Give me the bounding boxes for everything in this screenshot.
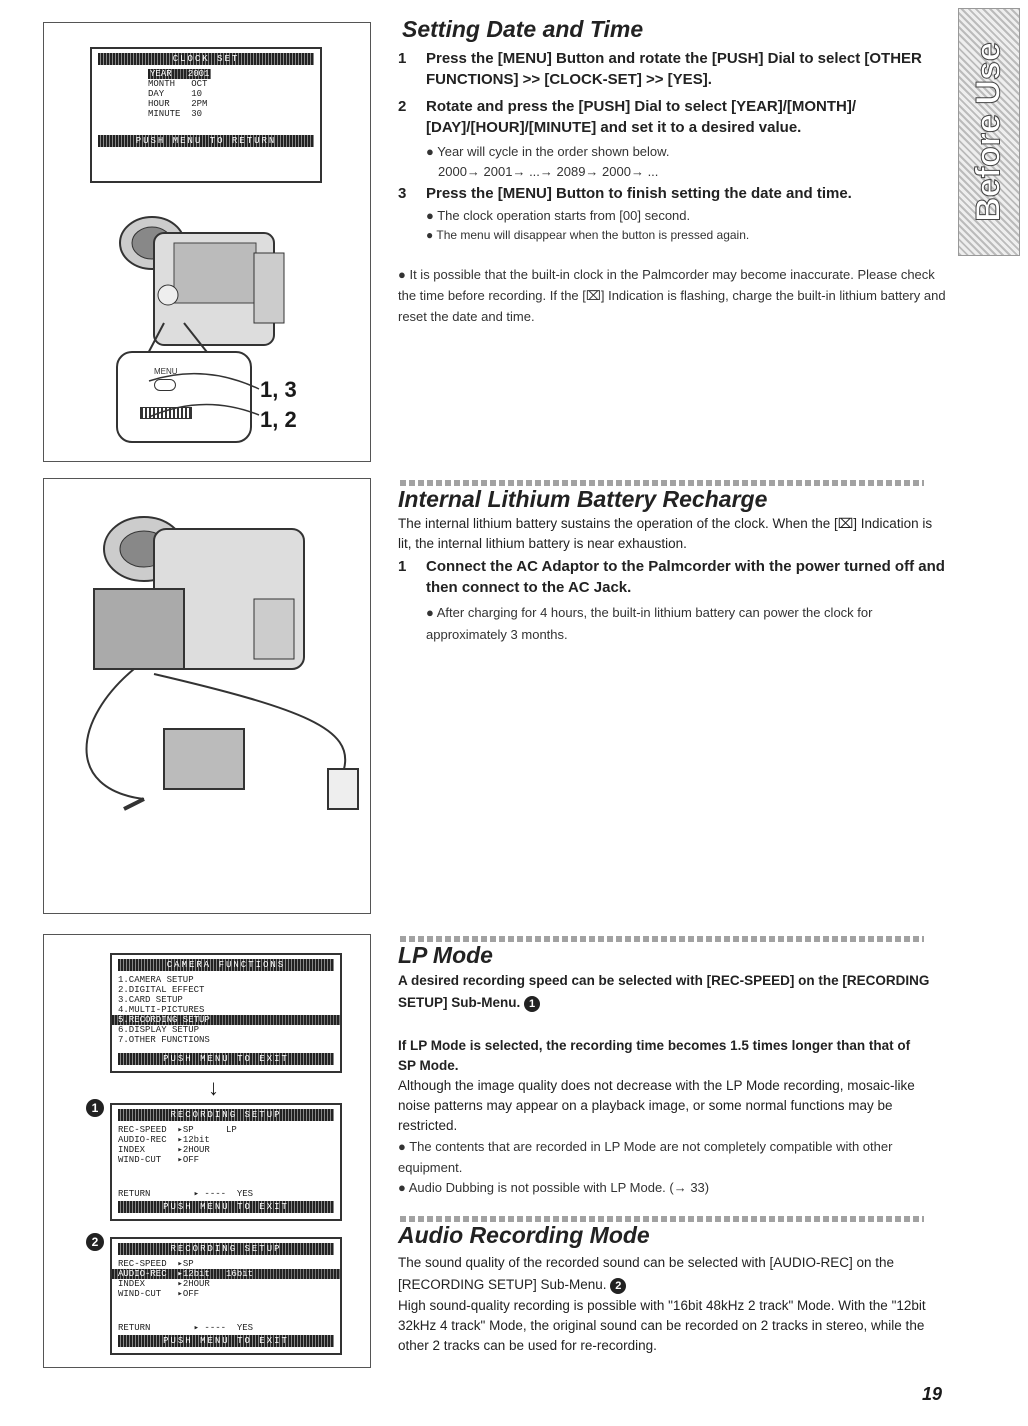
camera-menu-item: 1.CAMERA SETUP bbox=[118, 975, 194, 985]
step-number: 1 bbox=[398, 558, 407, 575]
audio-body-1 bbox=[398, 1252, 946, 1296]
camera-menu-item: 3.CARD SETUP bbox=[118, 995, 183, 1005]
rec-menu-footer: PUSH MENU TO EXIT bbox=[118, 1201, 334, 1213]
audio-text-1: The sound quality of the recorded sound can be selected with [AUDIO-REC] on the [RECORDING SETUP] Sub-Menu. bbox=[398, 1255, 895, 1292]
recording-setup-menu-1 bbox=[110, 1103, 342, 1221]
camera-functions-menu bbox=[110, 953, 342, 1073]
lp-body-text: Although the image quality does not decrease with the LP Mode recording, mosaic-like noise patterns may appear on a playback image, or some normal functions may be restricted. bbox=[398, 1078, 915, 1133]
clock-menu-line: DAY 10 bbox=[148, 89, 203, 99]
marker-2-ref-icon: 2 bbox=[610, 1278, 626, 1294]
rec-menu-footer: PUSH MENU TO EXIT bbox=[118, 1335, 334, 1347]
clock-set-menu bbox=[90, 47, 322, 183]
camera-menu-title: CAMERA FUNCTIONS bbox=[118, 959, 334, 971]
rec-menu-item: INDEX ▸2HOUR bbox=[118, 1145, 210, 1155]
rec-menu-item: WIND-CUT ▸OFF bbox=[118, 1289, 200, 1299]
audio-body-2: High sound-quality recording is possible with "16bit 48kHz 2 track" Mode. With the "12bit 32kHz 4 track" Mode, the original sound can be recorded on 2 tracks in stereo, while the other 2 tracks can be used for re-recording. bbox=[398, 1298, 926, 1353]
callout-1-3: 1, 3 bbox=[260, 377, 297, 402]
lp-intro-text bbox=[398, 970, 946, 1014]
bullet-text: The contents that are recorded in LP Mode are not completely compatible with other equipment. bbox=[398, 1139, 893, 1175]
clock-accuracy-note: ● It is possible that the built-in clock in the Palmcorder may become inaccurate. Please check the time before recording. If the [⌧] Indication is flashing, charge the built-in lithium battery and reset the date and time. bbox=[398, 267, 946, 324]
lp-bullet-2: ● Audio Dubbing is not possible with LP Mode. (→ 33) bbox=[398, 1180, 710, 1195]
clock-menu-line: YEAR 2001 bbox=[150, 69, 210, 79]
rec-menu-title: RECORDING SETUP bbox=[118, 1243, 334, 1255]
rec-menu-item: REC-SPEED ▸SP bbox=[118, 1259, 194, 1269]
date-bullet-1: ● Year will cycle in the order shown below. bbox=[426, 144, 670, 159]
date-bullet-3: ● The menu will disappear when the button is pressed again. bbox=[426, 228, 750, 242]
step-text: Press the [MENU] Button to finish setting the date and time. bbox=[426, 185, 852, 202]
rec-menu-item-selected: REC-SPEED ▸SP LP bbox=[118, 1125, 237, 1135]
step-text: Press the [MENU] Button and rotate the [PUSH] Dial to select [OTHER FUNCTIONS] >> [CLOCK-SET] >> [YES]. bbox=[426, 50, 922, 88]
rec-menu-item-selected: AUDIO-REC ▸12bit 16bit bbox=[112, 1269, 340, 1279]
before-use-tab bbox=[958, 8, 1020, 256]
lp-bullet-1: ● The contents that are recorded in LP Mode are not completely compatible with other equipment. bbox=[398, 1139, 893, 1175]
clock-illustration-panel bbox=[43, 22, 371, 462]
before-use-tab-label: Before Use bbox=[969, 42, 1008, 222]
clock-menu-line: MONTH OCT bbox=[148, 79, 208, 89]
down-arrow-icon: ↓ bbox=[208, 1075, 219, 1100]
camera-menu-item: 2.DIGITAL EFFECT bbox=[118, 985, 205, 995]
callout-1-2: 1, 2 bbox=[260, 407, 297, 432]
bullet-text: Year will cycle in the order shown below. bbox=[437, 144, 670, 159]
bullet-text: The menu will disappear when the button is pressed again. bbox=[436, 228, 750, 242]
date-step-1 bbox=[398, 48, 950, 92]
marker-1-ref-icon: 1 bbox=[524, 996, 540, 1012]
camera-menu-item: 7.OTHER FUNCTIONS bbox=[118, 1035, 210, 1045]
recording-setup-menu-2 bbox=[110, 1237, 342, 1355]
bullet-text: Audio Dubbing is not possible with LP Mode. (→ 33) bbox=[408, 1180, 710, 1195]
note-text: It is possible that the built-in clock in the Palmcorder may become inaccurate. Please check the time before recording. If the [⌧] Indication is flashing, charge the built-in lithium battery and reset the date and time. bbox=[398, 267, 946, 324]
battery-recharge-heading: Internal Lithium Battery Recharge bbox=[398, 486, 768, 512]
battery-step-1 bbox=[398, 556, 950, 600]
battery-illustration-panel bbox=[43, 478, 371, 914]
clock-set-menu-title: CLOCK SET bbox=[98, 53, 314, 65]
lp-intro: A desired recording speed can be selected with [REC-SPEED] on the [RECORDING SETUP] Sub-Menu. bbox=[398, 973, 930, 1010]
clock-menu-line: MINUTE 30 bbox=[148, 109, 203, 119]
rec-menu-item: INDEX ▸2HOUR bbox=[118, 1279, 210, 1289]
setting-date-time-heading: Setting Date and Time bbox=[402, 16, 644, 42]
step-number: 3 bbox=[398, 185, 407, 202]
rec-menu-item: WIND-CUT ▸OFF bbox=[118, 1155, 200, 1165]
rec-menu-return: RETURN ▸ ---- YES bbox=[118, 1323, 254, 1333]
date-step-2 bbox=[398, 96, 950, 140]
lp-bold-text: If LP Mode is selected, the recording time becomes 1.5 times longer than that of SP Mode. bbox=[398, 1038, 911, 1073]
year-cycle-sequence: 2000→ 2001→ ...→ 2089→ 2000→ ... bbox=[438, 164, 659, 179]
camera-menu-item: 6.DISPLAY SETUP bbox=[118, 1025, 200, 1035]
date-step-3 bbox=[398, 183, 950, 205]
menu-button-label: MENU bbox=[154, 367, 178, 376]
callout-leader-lines bbox=[144, 363, 264, 433]
rec-menu-item: AUDIO-REC ▸12bit bbox=[118, 1135, 210, 1145]
bullet-text: The clock operation starts from [00] second. bbox=[437, 208, 691, 223]
lp-mode-heading: LP Mode bbox=[398, 942, 493, 968]
step-text: Rotate and press the [PUSH] Dial to select [YEAR]/[MONTH]/ [DAY]/[HOUR]/[MINUTE] and set it to a desired value. bbox=[426, 98, 857, 136]
rec-menu-title: RECORDING SETUP bbox=[118, 1109, 334, 1121]
marker-2-icon: 2 bbox=[86, 1233, 104, 1251]
clock-menu-line: HOUR 2PM bbox=[148, 99, 208, 109]
battery-body-text: The internal lithium battery sustains the operation of the clock. When the [⌧] Indication is lit, the internal lithium battery is near exhaustion. bbox=[398, 516, 933, 551]
camcorder-illustration bbox=[104, 203, 304, 363]
bullet-text: After charging for 4 hours, the built-in lithium battery can power the clock for approximately 3 months. bbox=[426, 605, 873, 642]
camera-menu-footer: PUSH MENU TO EXIT bbox=[118, 1053, 334, 1065]
step-text: Connect the AC Adaptor to the Palmcorder with the power turned off and then connect to the AC Jack. bbox=[426, 558, 945, 596]
step-number: 2 bbox=[398, 98, 407, 115]
menu-illustration-panel bbox=[43, 934, 371, 1368]
date-bullet-2: ● The clock operation starts from [00] second. bbox=[426, 208, 691, 223]
marker-1-icon: 1 bbox=[86, 1099, 104, 1117]
rec-menu-return: RETURN ▸ ---- YES bbox=[118, 1189, 254, 1199]
page-number: 19 bbox=[922, 1384, 943, 1404]
camera-menu-item-selected: 5.RECORDING SETUP bbox=[112, 1015, 340, 1025]
camcorder-ac-adaptor-illustration bbox=[54, 489, 364, 889]
battery-bullet-1: ● After charging for 4 hours, the built-in lithium battery can power the clock for approximately 3 months. bbox=[426, 605, 873, 642]
camera-menu-item: 4.MULTI-PICTURES bbox=[118, 1005, 205, 1015]
audio-recording-heading: Audio Recording Mode bbox=[398, 1222, 650, 1248]
step-number: 1 bbox=[398, 50, 407, 67]
clock-set-menu-footer: PUSH MENU TO RETURN bbox=[98, 135, 314, 147]
